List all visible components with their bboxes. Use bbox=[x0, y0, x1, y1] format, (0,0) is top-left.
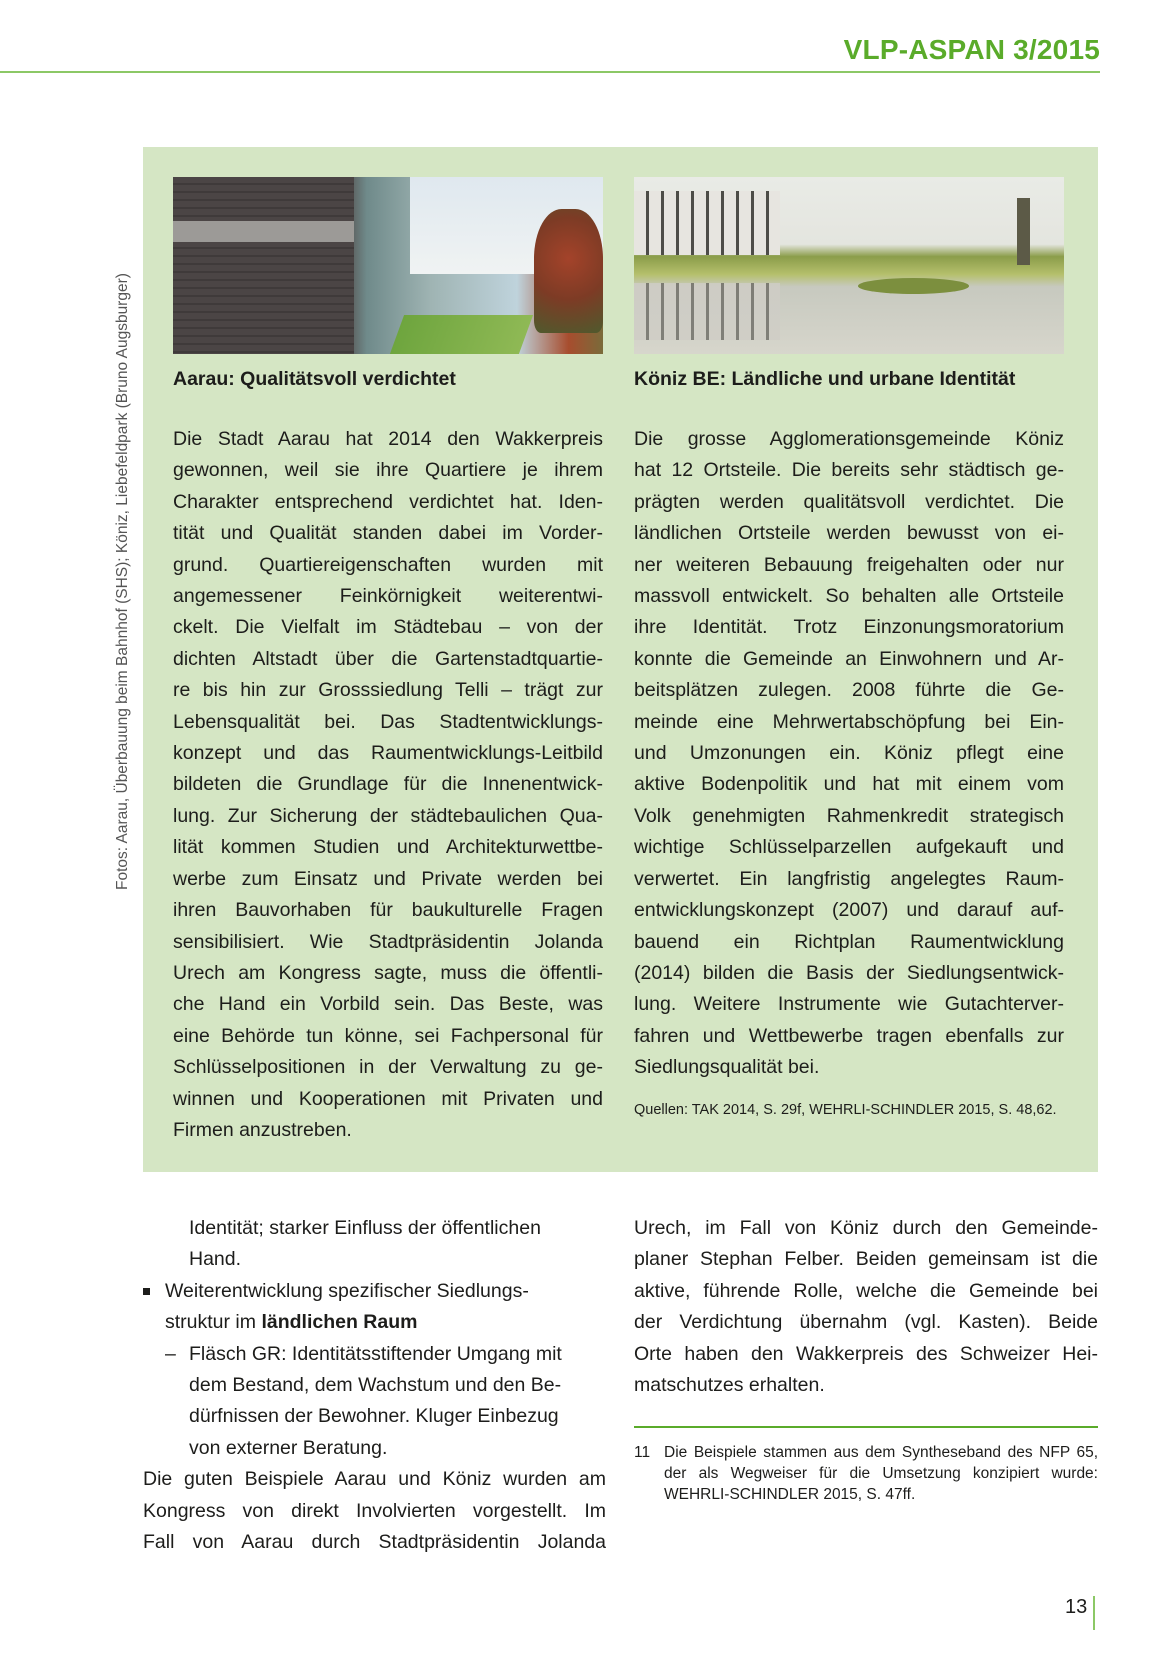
text-line: lung. Weitere Instrumente wie Gutachterver- bbox=[634, 993, 1064, 1016]
text-line: che Hand ein Vorbild sein. Das Beste, was bbox=[173, 993, 603, 1016]
journal-title: VLP-ASPAN 3/2015 bbox=[843, 34, 1100, 65]
text-line: dürfnissen der Bewohner. Kluger Einbezug bbox=[189, 1405, 559, 1428]
footnote-rule bbox=[634, 1426, 1098, 1428]
text-line: Weiterentwicklung spezifischer Siedlungs- bbox=[165, 1279, 529, 1302]
text-line: aktive Bodenpolitik und hat mit einem vom bbox=[634, 773, 1064, 796]
text-line: fahren und Wettbewerbe tragen ebenfalls zur bbox=[634, 1024, 1064, 1047]
text-line: struktur im ländlichen Raum bbox=[165, 1311, 418, 1334]
sources-note: Quellen: TAK 2014, S. 29f, WEHRLI-SCHINDLER 2015, S. 48,62. bbox=[634, 1101, 1057, 1118]
text-line: Schlüsselpositionen in der Verwaltung zu ge- bbox=[173, 1056, 603, 1079]
text-line: und Umzonungen ein. Köniz pflegt eine bbox=[634, 742, 1064, 765]
text-line: Urech am Kongress sagte, muss die öffentli- bbox=[173, 961, 603, 984]
list-item bbox=[143, 1276, 606, 1339]
text-line: Die grosse Agglomerationsgemeinde Köniz bbox=[634, 428, 1064, 450]
text-line: dichten Altstadt über die Gartenstadtquartie- bbox=[173, 647, 603, 670]
text-line: meinde eine Mehrwertabschöpfung bei Ein- bbox=[634, 710, 1064, 733]
text-line: eine Behörde tun könne, sei Fachpersonal für bbox=[173, 1024, 603, 1047]
text-line: gewonnen, weil sie ihre Quartiere je ihrem bbox=[173, 459, 603, 482]
text-line: beitsplätzen zulegen. 2008 führte die Ge- bbox=[634, 679, 1064, 702]
koniz-photo bbox=[634, 177, 1064, 354]
text-line: Fall von Aarau durch Stadtpräsidentin Jolanda bbox=[143, 1531, 606, 1554]
text-line: konnte die Gemeinde an Einwohnern und Ar- bbox=[634, 647, 1064, 670]
text-line: lung. Zur Sicherung der städtebaulichen Qua- bbox=[173, 804, 603, 827]
text-line: verwertet. Ein langfristig angelegtes Raum- bbox=[634, 867, 1064, 890]
text-line: Urech, im Fall von Köniz durch den Gemeinde- bbox=[634, 1217, 1098, 1239]
text-line: von externer Beratung. bbox=[189, 1436, 388, 1459]
text-line: aktive, führende Rolle, welche die Gemeinde bei bbox=[634, 1279, 1098, 1302]
footnote-line: WEHRLI-SCHINDLER 2015, S. 47ff. bbox=[664, 1486, 916, 1503]
text-line: sensibilisiert. Wie Stadtpräsidentin Jolanda bbox=[173, 930, 603, 953]
square-bullet-icon bbox=[143, 1288, 150, 1295]
bold-term: ländlichen Raum bbox=[261, 1311, 418, 1334]
text-line: ihren Bauvorhaben für baukulturelle Fragen bbox=[173, 899, 603, 922]
text-line: entwicklungskonzept (2007) und darauf auf- bbox=[634, 899, 1064, 922]
koniz-text bbox=[634, 424, 1064, 1084]
text-line: massvoll entwickelt. So behalten alle Ortsteile bbox=[634, 585, 1064, 608]
aarau-text bbox=[173, 424, 603, 1146]
footnote-line: Die Beispiele stammen aus dem Syntheseband des NFP 65, bbox=[664, 1444, 1098, 1461]
page-number: 13 bbox=[1065, 1596, 1088, 1618]
text-line: Firmen anzustreben. bbox=[173, 1118, 352, 1141]
text-line: prägten werden qualitätsvoll verdichtet. Die bbox=[634, 490, 1064, 513]
text-line: (2014) bilden die Basis der Siedlungsentwick- bbox=[634, 961, 1064, 984]
text-line: Orte haben den Wakkerpreis des Schweizer Hei- bbox=[634, 1342, 1098, 1365]
header-rule bbox=[0, 71, 1100, 73]
text-line: wichtige Schlüsselparzellen aufgekauft und bbox=[634, 836, 1064, 859]
text-line: der Verdichtung übernahm (vgl. Kasten). Beide bbox=[634, 1311, 1098, 1334]
text-line: lität kommen Studien und Architekturwettbe- bbox=[173, 836, 603, 859]
text-line: bildeten die Grundlage für die Innenentwick- bbox=[173, 773, 603, 796]
text-line: Die guten Beispiele Aarau und Köniz wurden am bbox=[143, 1468, 606, 1491]
text-line: winnen und Kooperationen mit Privaten und bbox=[173, 1087, 603, 1110]
text-line: angemessener Feinkörnigkeit weiterentwi- bbox=[173, 585, 603, 608]
footnote-line: der als Wegweiser für die Umsetzung konzipiert wurde: bbox=[664, 1465, 1098, 1482]
text-line: Die Stadt Aarau hat 2014 den Wakkerpreis bbox=[173, 428, 603, 450]
text-line: re bis hin zur Grosssiedlung Telli – trägt zur bbox=[173, 679, 603, 702]
text-line: ner weiteren Bebauung freigehalten oder nur bbox=[634, 553, 1064, 576]
text-line: ländlichen Ortsteile werden bewusst von ei- bbox=[634, 522, 1064, 545]
text-line: Volk genehmigten Rahmenkredit strategisch bbox=[634, 804, 1064, 827]
text-line: bauend ein Richtplan Raumentwicklung bbox=[634, 930, 1064, 953]
main-column-right bbox=[634, 1213, 1098, 1401]
box-column-aarau bbox=[173, 177, 603, 1146]
text-line: dem Bestand, dem Wachstum und den Be- bbox=[189, 1374, 562, 1397]
aarau-photo bbox=[173, 177, 603, 354]
footnote bbox=[634, 1442, 1098, 1505]
box-column-koniz bbox=[634, 177, 1064, 1118]
footnote-number: 11 bbox=[634, 1444, 651, 1461]
text-line: Kongress von direkt Involvierten vorgestellt. Im bbox=[143, 1499, 606, 1522]
text-line: ckelt. Die Vielfalt im Städtebau – von der bbox=[173, 616, 603, 639]
text-line: matschutzes erhalten. bbox=[634, 1374, 825, 1397]
text-line: werbe zum Einsatz und Private werden bei bbox=[173, 867, 603, 890]
text-line: Siedlungsqualität bei. bbox=[634, 1056, 820, 1079]
text-line: planer Stephan Felber. Beiden gemeinsam ist die bbox=[634, 1248, 1098, 1271]
sub-list-item bbox=[143, 1339, 606, 1465]
photo-credit: Fotos: Aarau, Überbauung beim Bahnhof (SHS); Köniz, Liebefeldpark (Bruno Augsburger) bbox=[114, 273, 131, 890]
text-line: ihre Identität. Trotz Einzonungsmoratorium bbox=[634, 616, 1064, 639]
text-line: Charakter entsprechend verdichtet hat. Iden- bbox=[173, 490, 603, 513]
text-line: Fläsch GR: Identitätsstiftender Umgang mit bbox=[189, 1342, 562, 1365]
text-line: hat 12 Ortsteile. Die bereits sehr städtisch ge- bbox=[634, 459, 1064, 482]
text-line: Lebensqualität bei. Das Stadtentwicklungs- bbox=[173, 710, 603, 733]
page-number-bar bbox=[1093, 1596, 1095, 1630]
text-line: Hand. bbox=[189, 1248, 242, 1271]
text-line: Identität; starker Einfluss der öffentlichen bbox=[189, 1217, 541, 1239]
koniz-heading: Köniz BE: Ländliche und urbane Identität bbox=[634, 368, 1016, 390]
aarau-heading: Aarau: Qualitätsvoll verdichtet bbox=[173, 368, 456, 390]
text-line: konzept und das Raumentwicklungs-Leitbild bbox=[173, 742, 603, 765]
text-line: grund. Quartiereigenschaften wurden mit bbox=[173, 553, 603, 576]
text-line: tität und Qualität standen dabei im Vorder- bbox=[173, 522, 603, 545]
example-box bbox=[143, 147, 1098, 1172]
dash-bullet-icon: – bbox=[165, 1342, 176, 1365]
main-column-left bbox=[143, 1213, 606, 1558]
